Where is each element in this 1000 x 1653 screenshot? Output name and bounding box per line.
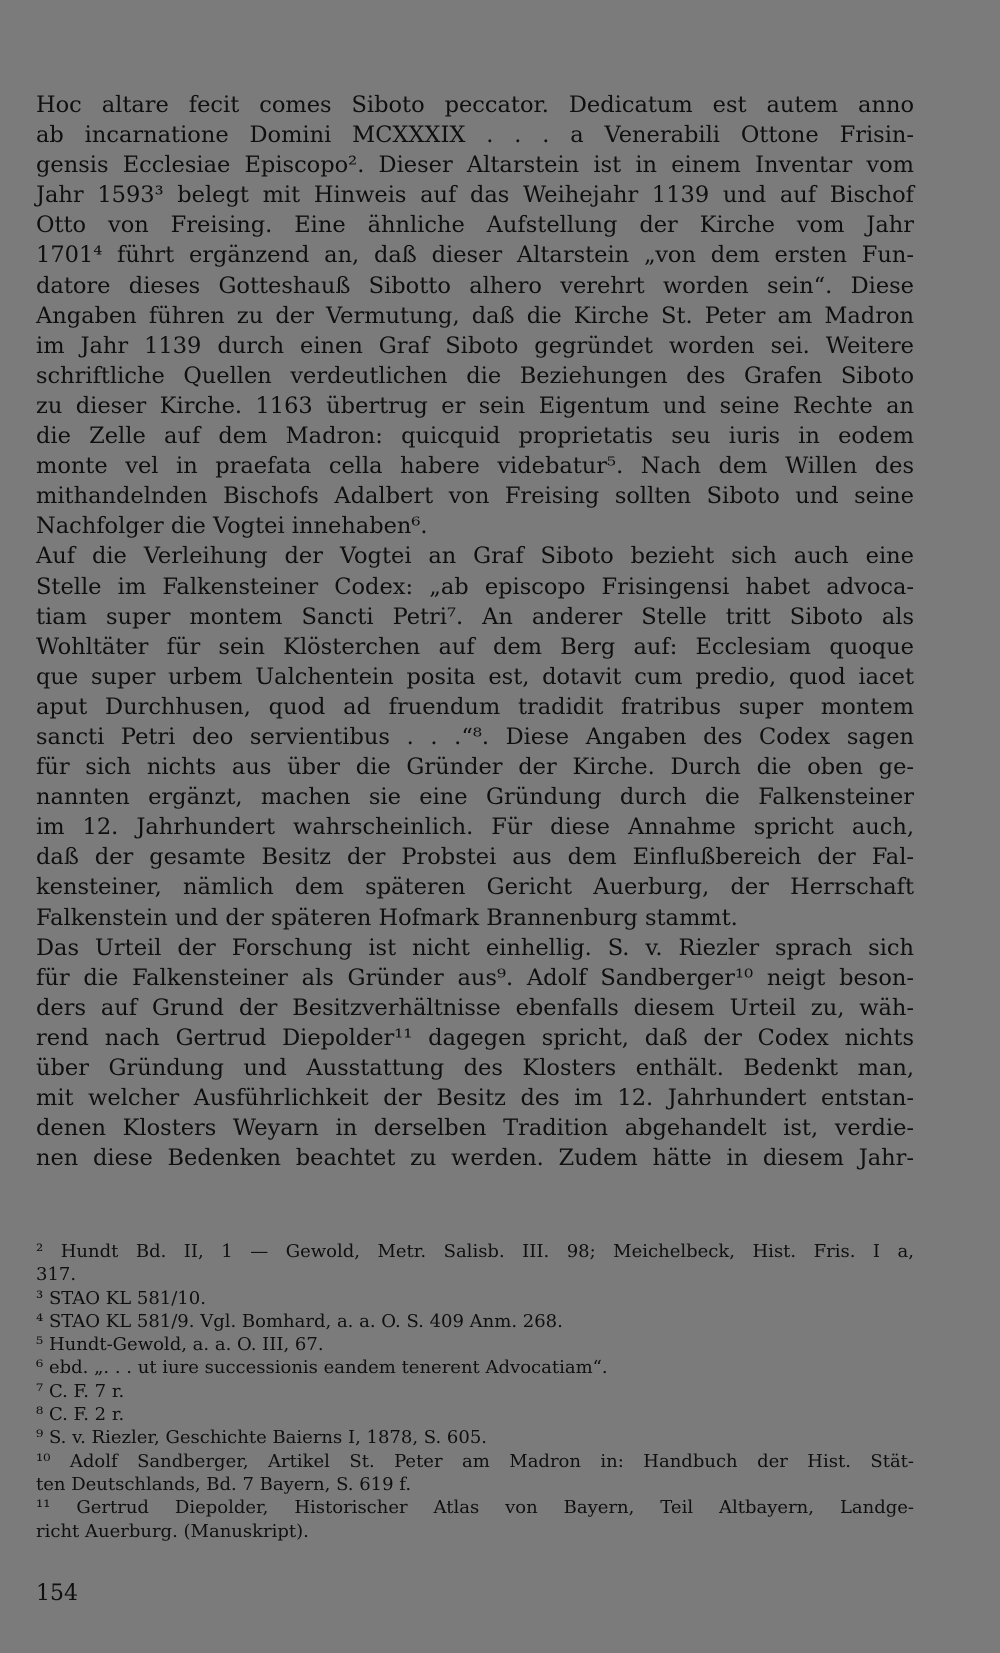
body-line: Falkenstein und der späteren Hofmark Brannenburg stammt. bbox=[36, 904, 738, 931]
footnote-line: ⁴ STAO KL 581/9. Vgl. Bomhard, a. a. O. S. 409 Anm. 268. bbox=[36, 1310, 563, 1332]
body-line: ders auf Grund der Besitzverhältnisse ebenfalls diesem Urteil zu, wäh- bbox=[36, 994, 914, 1021]
body-line: Otto von Freising. Eine ähnliche Aufstellung der Kirche vom Jahr bbox=[36, 212, 914, 239]
body-line: Hoc altare fecit comes Siboto peccator. Dedicatum est autem anno bbox=[36, 92, 914, 118]
body-line: Angaben führen zu der Vermutung, daß die Kirche St. Peter am Madron bbox=[36, 302, 914, 329]
footnote-line: ¹¹ Gertrud Diepolder, Historischer Atlas von Bayern, Teil Altbayern, Landge- bbox=[36, 1497, 914, 1519]
body-line: mithandelnden Bischofs Adalbert von Freising sollten Siboto und seine bbox=[36, 483, 914, 510]
footnote-line: ⁹ S. v. Riezler, Geschichte Baierns I, 1878, S. 605. bbox=[36, 1427, 487, 1449]
footnote-line: ⁸ C. F. 2 r. bbox=[36, 1404, 125, 1426]
body-line: ab incarnatione Domini MCXXXIX . . . a Venerabili Ottone Frisin- bbox=[36, 122, 914, 149]
body-line: über Gründung und Ausstattung des Klosters enthält. Bedenkt man, bbox=[36, 1055, 914, 1081]
body-line: im 12. Jahrhundert wahrscheinlich. Für diese Annahme spricht auch, bbox=[36, 814, 914, 841]
body-line: rend nach Gertrud Diepolder¹¹ dagegen spricht, daß der Codex nichts bbox=[36, 1024, 914, 1051]
footnote-line: ⁶ ebd. „. . . ut iure successionis eandem tenerent Advocatiam“. bbox=[36, 1357, 608, 1379]
body-line: 1701⁴ führt ergänzend an, daß dieser Altarstein „von dem ersten Fun- bbox=[36, 242, 914, 269]
footnote-line: ¹⁰ Adolf Sandberger, Artikel St. Peter am Madron in: Handbuch der Hist. Stät- bbox=[36, 1450, 914, 1472]
body-line: für die Falkensteiner als Gründer aus⁹. Adolf Sandberger¹⁰ neigt beson- bbox=[36, 964, 914, 991]
body-line: für sich nichts aus über die Gründer der Kirche. Durch die oben ge- bbox=[36, 754, 914, 781]
body-line: die Zelle auf dem Madron: quicquid proprietatis seu iuris in eodem bbox=[36, 423, 914, 450]
body-line: denen Klosters Weyarn in derselben Tradition abgehandelt ist, verdie- bbox=[36, 1115, 914, 1142]
body-line: Auf die Verleihung der Vogtei an Graf Siboto bezieht sich auch eine bbox=[36, 543, 914, 570]
body-line: tiam super montem Sancti Petri⁷. An anderer Stelle tritt Siboto als bbox=[36, 603, 914, 630]
body-line: nannten ergänzt, machen sie eine Gründung durch die Falkensteiner bbox=[36, 784, 914, 811]
footnote-line: ten Deutschlands, Bd. 7 Bayern, S. 619 f. bbox=[36, 1473, 412, 1495]
body-line: Stelle im Falkensteiner Codex: „ab episcopo Frisingensi habet advoca- bbox=[36, 573, 914, 600]
body-line: datore dieses Gotteshauß Sibotto alhero verehrt worden sein“. Diese bbox=[36, 272, 914, 299]
body-line: sancti Petri deo servientibus . . .“⁸. Diese Angaben des Codex sagen bbox=[36, 723, 914, 750]
body-line: Jahr 1593³ belegt mit Hinweis auf das Weihejahr 1139 und auf Bischof bbox=[36, 182, 914, 209]
body-line: gensis Ecclesiae Episcopo². Dieser Altarstein ist in einem Inventar vom bbox=[36, 152, 914, 179]
footnotes bbox=[36, 1240, 914, 1543]
body-text bbox=[36, 90, 914, 1173]
footnote-line: richt Auerburg. (Manuskript). bbox=[36, 1520, 309, 1542]
body-line: kensteiner, nämlich dem späteren Gericht Auerburg, der Herrschaft bbox=[36, 874, 914, 901]
footnote-line: ⁷ C. F. 7 r. bbox=[36, 1380, 125, 1402]
body-line: schriftliche Quellen verdeutlichen die Beziehungen des Grafen Siboto bbox=[36, 362, 914, 389]
body-line: im Jahr 1139 durch einen Graf Siboto gegründet worden sei. Weitere bbox=[36, 332, 914, 359]
footnote-line: ⁵ Hundt-Gewold, a. a. O. III, 67. bbox=[36, 1334, 324, 1356]
body-line: aput Durchhusen, quod ad fruendum tradidit fratribus super montem bbox=[36, 693, 914, 720]
footnote-line: 317. bbox=[36, 1264, 77, 1286]
body-line: daß der gesamte Besitz der Probstei aus dem Einflußbereich der Fal- bbox=[36, 844, 914, 871]
body-line: que super urbem Ualchentein posita est, dotavit cum predio, quod iacet bbox=[36, 663, 914, 690]
body-line: Das Urteil der Forschung ist nicht einhellig. S. v. Riezler sprach sich bbox=[36, 934, 914, 961]
body-line: zu dieser Kirche. 1163 übertrug er sein Eigentum und seine Rechte an bbox=[36, 392, 914, 419]
body-line: Wohltäter für sein Klösterchen auf dem Berg auf: Ecclesiam quoque bbox=[36, 633, 914, 660]
page-number: 154 bbox=[36, 1581, 78, 1606]
footnote-line: ² Hundt Bd. II, 1 — Gewold, Metr. Salisb. III. 98; Meichelbeck, Hist. Fris. I a, bbox=[36, 1241, 914, 1262]
body-line: nen diese Bedenken beachtet zu werden. Zudem hätte in diesem Jahr- bbox=[36, 1145, 914, 1172]
body-line: Nachfolger die Vogtei innehaben⁶. bbox=[36, 513, 428, 540]
body-line: monte vel in praefata cella habere videbatur⁵. Nach dem Willen des bbox=[36, 453, 914, 480]
body-line: mit welcher Ausführlichkeit der Besitz des im 12. Jahrhundert entstan- bbox=[36, 1085, 914, 1112]
footnote-line: ³ STAO KL 581/10. bbox=[36, 1287, 206, 1309]
